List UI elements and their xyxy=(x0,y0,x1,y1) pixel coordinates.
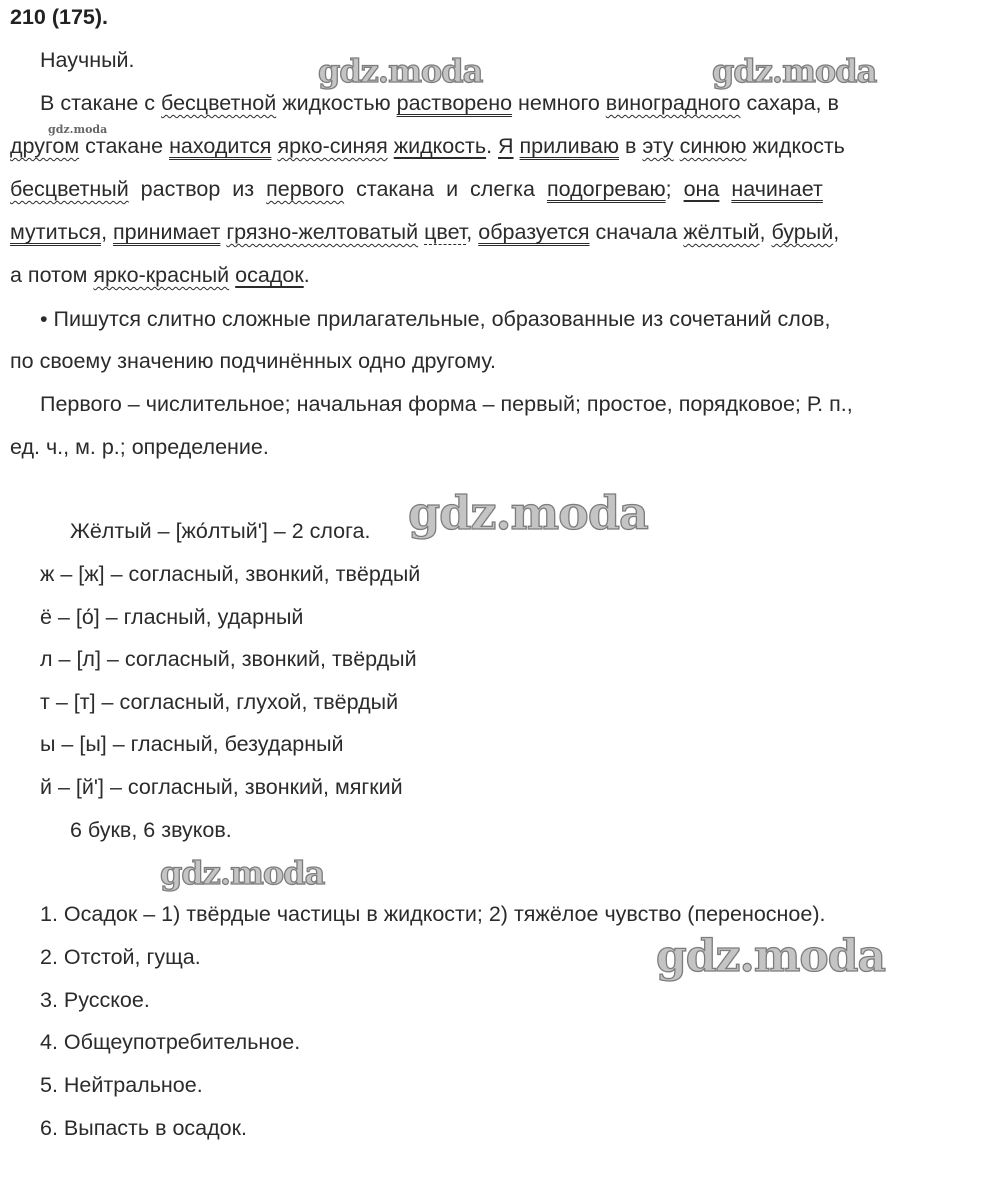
phonetic-row: ж – [ж] – согласный, звонкий, твёрдый xyxy=(40,562,421,586)
phonetic-row: й – [й'] – согласный, звонкий, мягкий xyxy=(40,775,403,799)
word-adjective: синюю xyxy=(679,134,747,158)
list-item: 4. Общеупотребительное. xyxy=(40,1030,301,1054)
word-predicate: растворено xyxy=(396,91,513,115)
text-line-4: мутиться, принимает грязно-желтоватый цвет, образуется сначала жёлтый, бурый, xyxy=(10,220,840,244)
phonetic-row: ы – [ы] – гласный, безударный xyxy=(40,732,344,756)
word-adjective: бурый xyxy=(771,220,834,244)
word-adjective: грязно-желтоватый xyxy=(226,220,419,244)
word-predicate: принимает xyxy=(113,220,221,244)
word-predicate: находится xyxy=(169,134,272,158)
phonetic-row: т – [т] – согласный, глухой, твёрдый xyxy=(40,690,399,714)
word-subject: она xyxy=(683,177,720,201)
phonetic-header: Жёлтый – [жо́лтый'] – 2 слога. xyxy=(70,519,371,543)
text-style-label: Научный. xyxy=(40,48,135,72)
morph-line-2: ед. ч., м. р.; определение. xyxy=(10,435,269,459)
phonetic-row: ё – [о́] – гласный, ударный xyxy=(40,605,304,629)
word-adjective: бесцветной xyxy=(161,91,277,115)
list-item: 2. Отстой, гуща. xyxy=(40,945,201,969)
word-object: цвет xyxy=(424,220,467,244)
watermark: gdz.moda xyxy=(712,52,877,90)
phonetic-summary: 6 букв, 6 звуков. xyxy=(70,818,232,842)
word-predicate: приливаю xyxy=(519,134,619,158)
word-subject: осадок xyxy=(235,263,304,287)
watermark: gdz.moda xyxy=(160,854,325,892)
word-predicate: образуется xyxy=(478,220,590,244)
word-predicate: подогреваю xyxy=(546,177,666,201)
text-line-3: бесцветный раствор из первого стакана и слегка подогреваю; она начинает xyxy=(10,177,823,201)
watermark-small: gdz.moda xyxy=(48,123,108,136)
word-subject: Я xyxy=(498,134,514,158)
word-adjective: виноградного xyxy=(605,91,741,115)
word-adjective: другом xyxy=(10,134,80,158)
word-predicate: начинает xyxy=(731,177,823,201)
watermark: gdz.moda xyxy=(656,931,886,982)
word-subject: жидкость xyxy=(393,134,487,158)
word-adjective: ярко-синяя xyxy=(277,134,388,158)
list-item: 3. Русское. xyxy=(40,988,150,1012)
exercise-number: 210 (175). xyxy=(10,5,109,29)
list-item: 5. Нейтральное. xyxy=(40,1073,203,1097)
watermark: gdz.moda xyxy=(318,52,483,90)
text-line-5: а потом ярко-красный осадок. xyxy=(10,263,310,287)
list-item: 6. Выпасть в осадок. xyxy=(40,1116,248,1140)
word-adjective: ярко-красный xyxy=(93,263,230,287)
morph-line-1: Первого – числительное; начальная форма – первый; простое, порядковое; Р. п., xyxy=(40,392,853,416)
word-predicate: мутиться xyxy=(10,220,102,244)
watermark: gdz.moda xyxy=(408,486,648,540)
word-adjective: первого xyxy=(266,177,345,201)
phonetic-row: л – [л] – согласный, звонкий, твёрдый xyxy=(40,647,417,671)
rule-line-1: • Пишутся слитно сложные прилагательные, образованные из сочетаний слов, xyxy=(40,307,831,331)
list-item: 1. Осадок – 1) твёрдые частицы в жидкости; 2) тяжёлое чувство (переносное). xyxy=(40,902,826,926)
word-adjective: жёлтый xyxy=(683,220,760,244)
rule-line-2: по своему значению подчинённых одно другому. xyxy=(10,349,496,373)
text-line-1: В стакане с бесцветной жидкостью растворено немного виноградного сахара, в xyxy=(40,91,839,115)
word-adjective: бесцветный xyxy=(10,177,129,201)
text-line-2: другом стакане находится ярко-синяя жидкость. Я приливаю в эту синюю жидкость xyxy=(10,134,845,158)
word-adjective: эту xyxy=(642,134,674,158)
